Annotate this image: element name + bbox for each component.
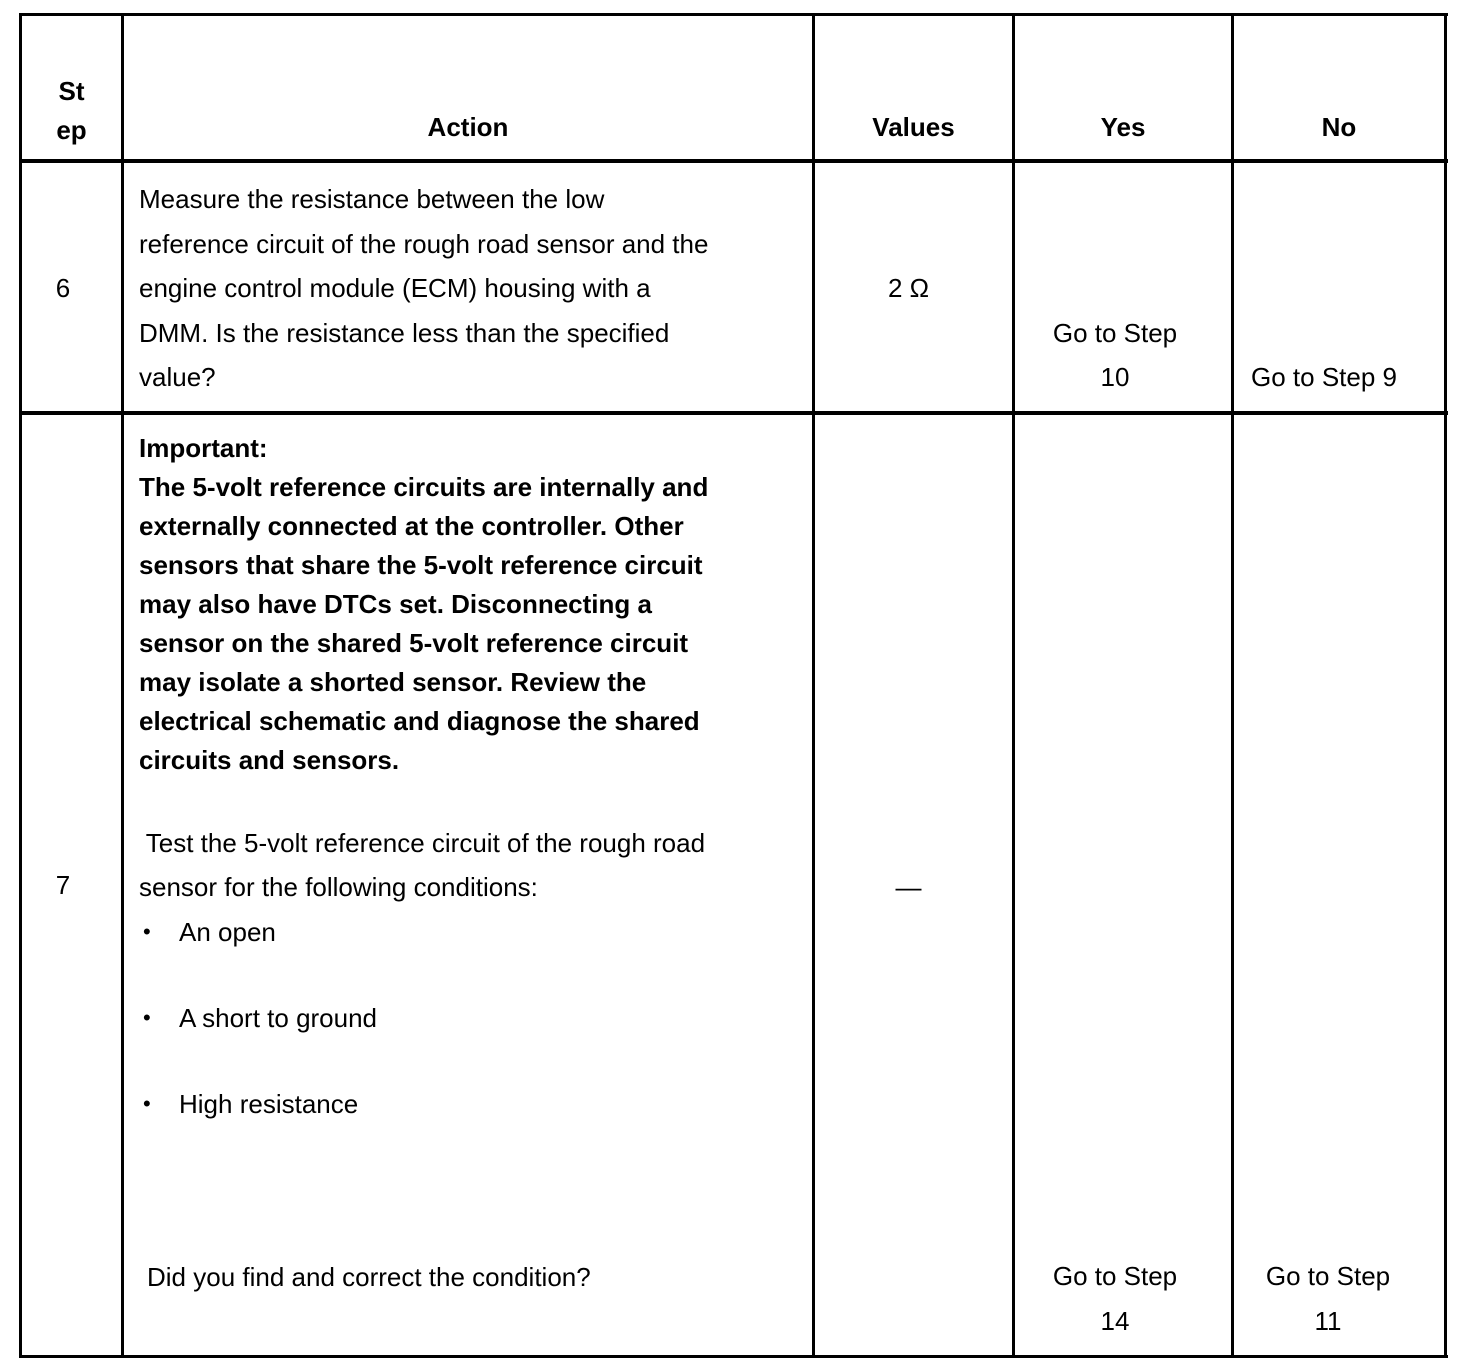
- condition-item: An open: [179, 917, 276, 947]
- value-step-6: 2 Ω: [887, 273, 930, 303]
- no-step-7: [1234, 1254, 1422, 1344]
- value-step-7: —: [895, 872, 922, 902]
- step-number-7: 7: [55, 870, 71, 900]
- action-line: Measure the resistance between the low: [139, 184, 605, 214]
- yes-step-6: [1015, 311, 1215, 399]
- no-line2: 11: [1314, 1306, 1342, 1336]
- yes-line2: 14: [1100, 1306, 1130, 1336]
- header-yes: Yes: [1100, 112, 1146, 142]
- important-line: The 5-volt reference circuits are internally and: [139, 472, 709, 502]
- table-border-right: [1444, 13, 1447, 1358]
- important-line: may also have DTCs set. Disconnecting a: [139, 589, 652, 619]
- header-values: Values: [872, 112, 955, 142]
- important-line: sensor on the shared 5-volt reference circuit: [139, 628, 689, 658]
- important-line: electrical schematic and diagnose the shared: [139, 706, 700, 736]
- action-text-step-6: [139, 177, 708, 400]
- header-step-line1: St: [58, 76, 85, 106]
- important-label: Important:: [139, 433, 268, 463]
- action-line: value?: [139, 362, 216, 392]
- step-number-6: 6: [55, 273, 71, 303]
- table-border-left: [19, 13, 22, 1358]
- action-line: engine control module (ECM) housing with a: [139, 273, 651, 303]
- bullet-icon: •: [143, 919, 151, 944]
- condition-item: High resistance: [179, 1089, 359, 1119]
- no-step-6: Go to Step 9: [1251, 362, 1397, 392]
- condition-item: A short to ground: [179, 1003, 378, 1033]
- col-divider-yes: [1231, 13, 1234, 1358]
- important-line: may isolate a shorted sensor. Review the: [139, 667, 647, 697]
- yes-step-7: [1015, 1254, 1215, 1344]
- yes-line1: Go to Step: [1052, 318, 1178, 348]
- action-line: DMM. Is the resistance less than the specified: [139, 317, 670, 348]
- col-divider-values: [1012, 13, 1015, 1358]
- header-action: Action: [427, 112, 509, 142]
- yes-line2: 10: [1100, 362, 1130, 392]
- important-line: externally connected at the controller. Other: [139, 511, 684, 541]
- header-step: [22, 72, 121, 150]
- header-step-line2: ep: [56, 115, 87, 145]
- col-divider-step: [121, 13, 124, 1358]
- action-line: reference circuit of the rough road sensor and the: [139, 228, 709, 259]
- important-line: circuits and sensors.: [139, 745, 400, 775]
- test-instruction-line2: sensor for the following conditions:: [139, 872, 538, 902]
- bullet-icon: •: [143, 1091, 151, 1116]
- question-text: Did you find and correct the condition?: [147, 1262, 591, 1292]
- important-line: sensors that share the 5-volt reference circuit: [139, 550, 703, 580]
- important-note: [139, 429, 779, 780]
- no-line1: Go to Step: [1265, 1261, 1391, 1291]
- header-no: No: [1321, 112, 1357, 142]
- yes-line1: Go to Step: [1052, 1261, 1178, 1291]
- bullet-icon: •: [143, 1005, 151, 1030]
- col-divider-action: [812, 13, 815, 1358]
- test-instruction-line1: Test the 5-volt reference circuit of the rough road: [139, 828, 706, 858]
